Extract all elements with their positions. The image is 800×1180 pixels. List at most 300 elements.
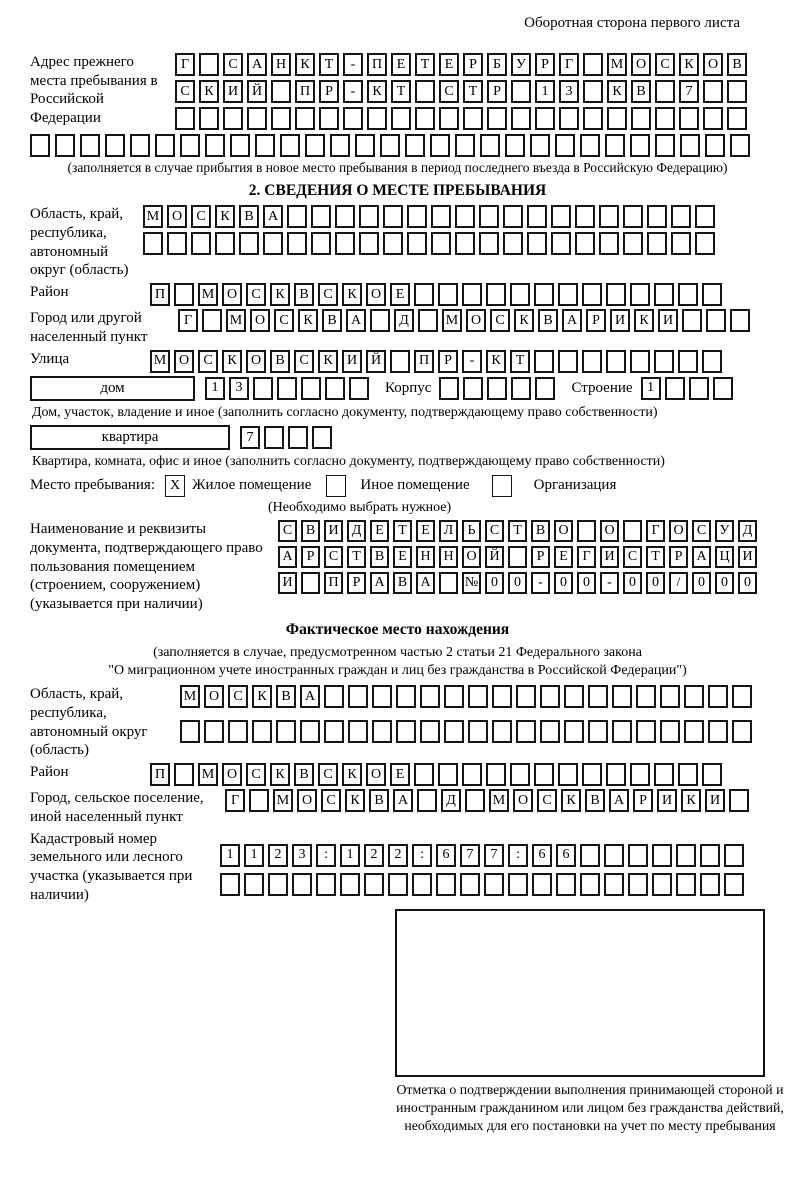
actual-city-row <box>225 789 749 812</box>
char-cell: И <box>657 789 677 812</box>
char-cell <box>702 283 722 306</box>
char-cell <box>359 205 379 228</box>
char-cell: К <box>215 205 235 228</box>
char-cell: Е <box>390 763 410 786</box>
char-cell <box>264 426 284 449</box>
char-cell <box>555 134 575 157</box>
char-cell <box>516 720 536 743</box>
char-cell: А <box>346 309 366 332</box>
char-cell: Т <box>510 350 530 373</box>
char-cell: Р <box>347 572 366 594</box>
char-cell: С <box>175 80 195 103</box>
char-cell <box>558 350 578 373</box>
char-cell <box>292 873 312 896</box>
char-cell <box>580 873 600 896</box>
korpus-cells <box>439 377 555 400</box>
char-cell <box>355 134 375 157</box>
char-cell <box>438 763 458 786</box>
char-cell: 1 <box>205 377 225 400</box>
char-cell <box>417 789 437 812</box>
char-cell: С <box>318 283 338 306</box>
char-cell: К <box>634 309 654 332</box>
char-cell <box>438 283 458 306</box>
char-cell: 1 <box>535 80 555 103</box>
char-cell <box>223 107 243 130</box>
char-cell <box>612 685 632 708</box>
char-cell <box>655 80 675 103</box>
char-cell: Р <box>535 53 555 76</box>
char-cell <box>455 232 475 255</box>
char-cell: Ц <box>715 546 734 568</box>
char-cell <box>465 789 485 812</box>
char-cell: 7 <box>240 426 260 449</box>
char-cell <box>678 350 698 373</box>
char-cell <box>671 232 691 255</box>
apartment-type-box: квартира <box>30 425 230 450</box>
stay-type-note: (Необходимо выбрать нужное) <box>268 499 452 515</box>
actual-region-block <box>30 685 765 760</box>
char-cell: М <box>143 205 163 228</box>
char-cell: К <box>561 789 581 812</box>
char-cell <box>705 134 725 157</box>
char-cell <box>695 205 715 228</box>
char-cell: К <box>270 283 290 306</box>
char-cell <box>551 232 571 255</box>
char-cell: С <box>223 53 243 76</box>
char-cell: Е <box>416 520 435 542</box>
checkbox-other-premises <box>326 475 346 497</box>
char-cell: А <box>609 789 629 812</box>
char-cell <box>551 205 571 228</box>
char-cell: Г <box>646 520 665 542</box>
char-cell: В <box>585 789 605 812</box>
char-cell: М <box>150 350 170 373</box>
actual-location-note-1: (заполняется в случае, предусмотренном частью 2 статьи 21 Федерального закона <box>153 645 642 661</box>
char-cell <box>647 205 667 228</box>
char-cell <box>263 232 283 255</box>
char-cell <box>462 283 482 306</box>
char-cell: У <box>715 520 734 542</box>
char-cell <box>575 205 595 228</box>
char-cell <box>253 377 273 400</box>
char-cell <box>204 720 224 743</box>
char-cell <box>606 350 626 373</box>
district-row <box>150 283 722 306</box>
char-cell <box>678 283 698 306</box>
char-cell: П <box>295 80 315 103</box>
char-cell <box>468 685 488 708</box>
char-cell: И <box>738 546 757 568</box>
char-cell <box>340 873 360 896</box>
char-cell <box>444 720 464 743</box>
char-cell <box>412 873 432 896</box>
actual-location-title: Фактическое место нахождения <box>285 620 510 638</box>
char-cell: В <box>538 309 558 332</box>
option-organization-label: Организация <box>533 477 617 494</box>
char-cell <box>679 107 699 130</box>
char-cell: 0 <box>508 572 527 594</box>
char-cell <box>80 134 100 157</box>
char-cell <box>324 685 344 708</box>
char-cell <box>287 232 307 255</box>
char-cell: 6 <box>436 844 456 867</box>
char-cell <box>628 844 648 867</box>
char-cell: О <box>669 520 688 542</box>
char-cell <box>359 232 379 255</box>
char-cell: С <box>278 520 297 542</box>
char-cell <box>588 720 608 743</box>
apartment-cells <box>240 426 332 449</box>
char-cell <box>623 232 643 255</box>
char-cell: С <box>623 546 642 568</box>
char-cell <box>727 107 747 130</box>
char-cell <box>727 80 747 103</box>
char-cell: О <box>174 350 194 373</box>
char-cell <box>636 720 656 743</box>
char-cell <box>636 685 656 708</box>
char-cell: К <box>342 283 362 306</box>
char-cell: И <box>658 309 678 332</box>
char-cell <box>652 873 672 896</box>
char-cell <box>530 134 550 157</box>
char-cell <box>654 283 674 306</box>
char-cell <box>671 205 691 228</box>
char-cell: К <box>679 53 699 76</box>
char-cell <box>631 107 651 130</box>
city-row <box>178 309 750 332</box>
char-cell <box>430 134 450 157</box>
char-cell: 6 <box>532 844 552 867</box>
char-cell <box>606 283 626 306</box>
char-cell: О <box>631 53 651 76</box>
char-cell: Т <box>319 53 339 76</box>
actual-city-label: Город, сельское поселение, иной населенный пункт <box>30 790 204 825</box>
char-cell: А <box>300 685 320 708</box>
char-cell: К <box>270 763 290 786</box>
char-cell: - <box>462 350 482 373</box>
char-cell: - <box>343 80 363 103</box>
char-cell <box>604 844 624 867</box>
char-cell <box>606 763 626 786</box>
char-cell: Р <box>633 789 653 812</box>
char-cell <box>325 377 345 400</box>
char-cell: К <box>199 80 219 103</box>
char-cell <box>372 685 392 708</box>
char-cell <box>708 720 728 743</box>
char-cell <box>479 205 499 228</box>
char-cell <box>301 572 320 594</box>
char-cell <box>311 232 331 255</box>
char-cell: - <box>343 53 363 76</box>
char-cell <box>559 107 579 130</box>
char-cell <box>420 685 440 708</box>
char-cell: С <box>439 80 459 103</box>
char-cell <box>511 107 531 130</box>
char-cell <box>439 572 458 594</box>
char-cell: Г <box>225 789 245 812</box>
option-other-premises-label: Иное помещение <box>360 477 470 494</box>
char-cell: В <box>531 520 550 542</box>
char-cell <box>486 763 506 786</box>
char-cell: 3 <box>292 844 312 867</box>
prev-address-block <box>30 53 765 130</box>
char-cell <box>676 844 696 867</box>
house-block <box>30 376 765 401</box>
char-cell <box>439 107 459 130</box>
char-cell: : <box>412 844 432 867</box>
char-cell <box>463 107 483 130</box>
char-cell: О <box>222 283 242 306</box>
char-cell <box>288 426 308 449</box>
char-cell <box>682 309 702 332</box>
stroenie-label: Строение <box>571 379 633 396</box>
char-cell <box>724 873 744 896</box>
char-cell: И <box>223 80 243 103</box>
char-cell: К <box>318 350 338 373</box>
char-cell <box>383 232 403 255</box>
city-block <box>30 309 765 347</box>
char-cell: К <box>342 763 362 786</box>
char-cell: М <box>489 789 509 812</box>
char-cell <box>630 283 650 306</box>
char-cell <box>655 134 675 157</box>
char-cell: Л <box>439 520 458 542</box>
char-cell: И <box>324 520 343 542</box>
char-cell: К <box>295 53 315 76</box>
char-cell: 2 <box>388 844 408 867</box>
char-cell <box>676 873 696 896</box>
char-cell <box>558 283 578 306</box>
char-cell: 1 <box>220 844 240 867</box>
char-cell <box>431 205 451 228</box>
apartment-caption: Квартира, комната, офис и иное (заполнить согласно документу, подтверждающему право собственности) <box>32 454 665 469</box>
char-cell: Е <box>393 546 412 568</box>
char-cell: О <box>222 763 242 786</box>
char-cell <box>439 377 459 400</box>
char-cell: М <box>198 283 218 306</box>
actual-location-note-2: "О миграционном учете иностранных граждан и лиц без гражданства в Российской Федерации") <box>108 662 687 678</box>
char-cell <box>599 232 619 255</box>
prev-address-rows <box>175 53 747 130</box>
char-cell <box>249 789 269 812</box>
char-cell <box>228 720 248 743</box>
char-cell: 0 <box>554 572 573 594</box>
char-cell: Р <box>319 80 339 103</box>
char-cell <box>732 720 752 743</box>
char-cell <box>492 685 512 708</box>
char-cell <box>175 107 195 130</box>
char-cell: П <box>150 763 170 786</box>
char-cell: 3 <box>229 377 249 400</box>
char-cell <box>271 80 291 103</box>
char-cell <box>295 107 315 130</box>
city-label: Город или другой населенный пункт <box>30 310 148 345</box>
char-cell <box>55 134 75 157</box>
char-cell <box>301 377 321 400</box>
char-cell: Г <box>577 546 596 568</box>
char-cell <box>628 873 648 896</box>
char-cell: Т <box>347 546 366 568</box>
char-cell: И <box>342 350 362 373</box>
char-cell: А <box>247 53 267 76</box>
char-cell: № <box>462 572 481 594</box>
char-cell: Р <box>586 309 606 332</box>
char-cell <box>335 232 355 255</box>
char-cell <box>503 232 523 255</box>
char-cell: Е <box>390 283 410 306</box>
char-cell <box>654 763 674 786</box>
prev-address-row-1 <box>175 53 747 76</box>
char-cell <box>205 134 225 157</box>
stroenie-cells <box>641 377 733 400</box>
district-block <box>30 283 765 306</box>
checkbox-organization <box>492 475 512 497</box>
char-cell <box>174 763 194 786</box>
char-cell <box>348 685 368 708</box>
char-cell: Р <box>531 546 550 568</box>
char-cell <box>516 685 536 708</box>
char-cell <box>630 763 650 786</box>
char-cell <box>655 107 675 130</box>
char-cell <box>511 80 531 103</box>
option-residential-label: Жилое помещение <box>192 477 312 494</box>
char-cell <box>630 134 650 157</box>
char-cell <box>508 546 527 568</box>
char-cell: М <box>198 763 218 786</box>
char-cell <box>706 309 726 332</box>
char-cell: К <box>681 789 701 812</box>
char-cell <box>510 283 530 306</box>
char-cell <box>319 107 339 130</box>
char-cell <box>583 53 603 76</box>
page-header: Оборотная сторона первого листа <box>524 15 740 31</box>
char-cell: С <box>246 283 266 306</box>
char-cell <box>511 377 531 400</box>
char-cell <box>599 205 619 228</box>
document-row-1 <box>278 520 757 542</box>
char-cell <box>191 232 211 255</box>
char-cell <box>534 763 554 786</box>
char-cell: Г <box>559 53 579 76</box>
char-cell <box>708 685 728 708</box>
char-cell: В <box>727 53 747 76</box>
street-row <box>150 350 722 373</box>
char-cell <box>575 232 595 255</box>
char-cell: У <box>511 53 531 76</box>
char-cell: 0 <box>715 572 734 594</box>
char-cell: - <box>600 572 619 594</box>
char-cell <box>580 844 600 867</box>
char-cell <box>492 720 512 743</box>
char-cell <box>678 763 698 786</box>
char-cell <box>30 134 50 157</box>
char-cell: 1 <box>340 844 360 867</box>
char-cell: Е <box>439 53 459 76</box>
char-cell: Е <box>391 53 411 76</box>
char-cell <box>463 377 483 400</box>
prev-address-row-3 <box>175 107 747 130</box>
char-cell <box>582 283 602 306</box>
char-cell: В <box>393 572 412 594</box>
char-cell: 0 <box>646 572 665 594</box>
char-cell: П <box>150 283 170 306</box>
char-cell: О <box>167 205 187 228</box>
document-block <box>30 520 765 614</box>
char-cell <box>455 205 475 228</box>
char-cell <box>647 232 667 255</box>
char-cell <box>660 685 680 708</box>
char-cell <box>202 309 222 332</box>
char-cell: О <box>366 283 386 306</box>
char-cell <box>487 377 507 400</box>
char-cell: 0 <box>692 572 711 594</box>
house-caption: Дом, участок, владение и иное (заполнить согласно документу, подтверждающему право собственности) <box>32 404 658 420</box>
char-cell <box>730 134 750 157</box>
char-cell: К <box>298 309 318 332</box>
char-cell <box>564 720 584 743</box>
char-cell <box>534 283 554 306</box>
char-cell <box>215 232 235 255</box>
char-cell: Т <box>391 80 411 103</box>
char-cell: С <box>274 309 294 332</box>
char-cell <box>468 720 488 743</box>
char-cell: С <box>318 763 338 786</box>
char-cell: С <box>490 309 510 332</box>
char-cell <box>287 205 307 228</box>
char-cell: И <box>278 572 297 594</box>
char-cell: О <box>297 789 317 812</box>
street-label: Улица <box>30 350 70 367</box>
char-cell: С <box>191 205 211 228</box>
char-cell: Т <box>646 546 665 568</box>
stay-type-label: Место пребывания: <box>30 477 155 494</box>
document-row-3 <box>278 572 757 594</box>
char-cell: И <box>705 789 725 812</box>
cadastral-block <box>30 830 765 905</box>
prev-address-note: (заполняется в случае прибытия в новое место пребывания в период последнего въезда в Российскую Федерацию) <box>67 159 728 175</box>
region-block <box>30 205 765 280</box>
actual-region-row-1 <box>180 685 752 708</box>
char-cell <box>383 205 403 228</box>
char-cell <box>684 720 704 743</box>
char-cell: В <box>631 80 651 103</box>
char-cell <box>455 134 475 157</box>
char-cell: В <box>369 789 389 812</box>
char-cell <box>484 873 504 896</box>
char-cell: С <box>485 520 504 542</box>
char-cell: К <box>222 350 242 373</box>
char-cell: О <box>250 309 270 332</box>
char-cell: К <box>252 685 272 708</box>
actual-region-row-2 <box>180 720 752 743</box>
document-label: Наименование и реквизиты документа, подтверждающего право пользования помещением (строением, сооружением) (указывается при наличии) <box>30 521 263 612</box>
document-row-2 <box>278 546 757 568</box>
char-cell <box>255 134 275 157</box>
char-cell <box>388 873 408 896</box>
char-cell <box>713 377 733 400</box>
house-cells <box>205 377 369 400</box>
char-cell <box>316 873 336 896</box>
char-cell: 2 <box>364 844 384 867</box>
char-cell <box>534 350 554 373</box>
char-cell <box>730 309 750 332</box>
char-cell <box>535 107 555 130</box>
char-cell: К <box>607 80 627 103</box>
char-cell <box>527 205 547 228</box>
char-cell <box>605 134 625 157</box>
street-block <box>30 350 765 373</box>
char-cell <box>174 283 194 306</box>
